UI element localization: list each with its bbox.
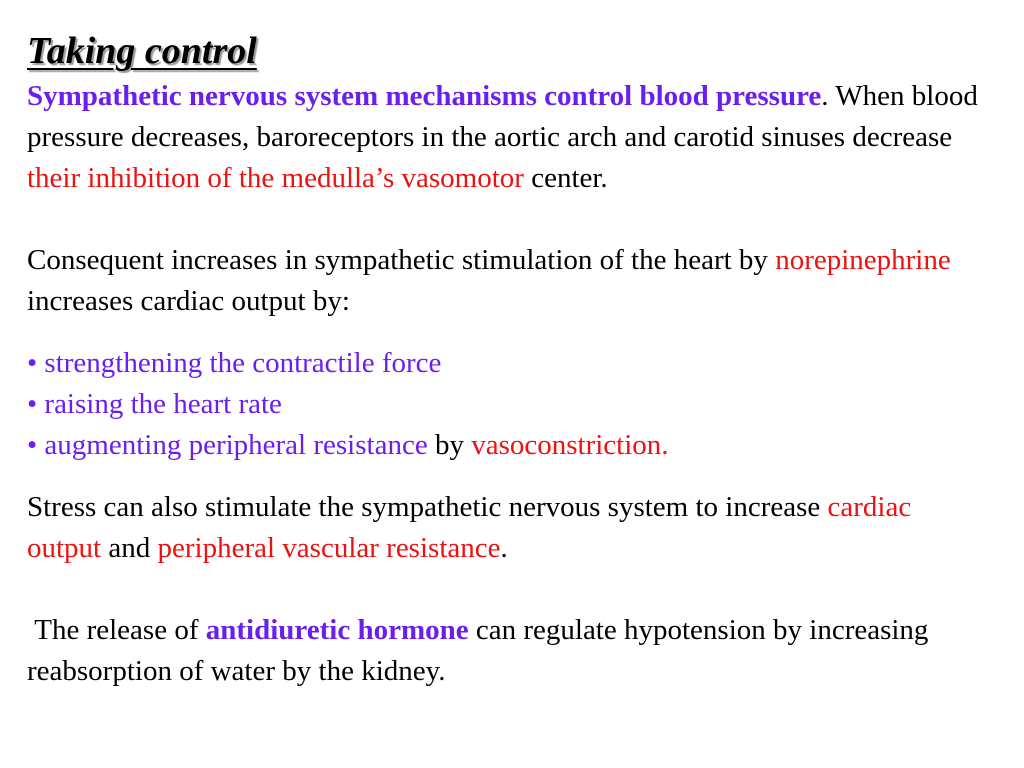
adh-term: antidiuretic hormone <box>205 614 469 646</box>
spacer <box>27 199 987 240</box>
bullet-icon: • <box>27 429 38 461</box>
stress-end: . <box>500 532 508 564</box>
intro-text: When blood pressure decreases, baroreceptors in the aortic arch and carotid sinuses decrease <box>27 80 978 153</box>
intro-highlight: Sympathetic nervous system mechanisms control blood pressure <box>27 80 822 112</box>
bullet-connector: by <box>427 429 472 461</box>
bullet-text: strengthening the contractile force <box>44 347 442 379</box>
bullet-item <box>27 384 987 425</box>
consequent-paragraph <box>27 240 987 322</box>
intro-red-text: their inhibition of the medulla’s vasomotor <box>27 162 524 194</box>
norepinephrine-term: norepinephrine <box>775 244 951 276</box>
slide-title: Taking control <box>27 30 257 72</box>
adh-text-end: can regulate hypotension by increasing reabsorption of water by the kidney. <box>27 614 929 687</box>
vasoconstriction-term: vasoconstriction. <box>471 429 669 461</box>
bullet-item <box>27 425 987 466</box>
peripheral-resistance-term: peripheral vascular resistance <box>157 532 501 564</box>
adh-text: The release of <box>27 614 206 646</box>
stress-connector: and <box>101 532 158 564</box>
consequent-text: Consequent increases in sympathetic stimulation of the heart by <box>27 244 776 276</box>
cardiac-output-term: cardiac output <box>27 491 912 564</box>
bullet-list <box>27 343 987 466</box>
intro-text-end: center. <box>523 162 608 194</box>
spacer <box>27 569 987 610</box>
slide-content <box>27 28 987 692</box>
stress-text: Stress can also stimulate the sympathetic nervous system to increase <box>27 491 828 523</box>
bullet-text: augmenting peripheral resistance <box>44 429 428 461</box>
bullet-item <box>27 343 987 384</box>
adh-paragraph <box>27 610 987 692</box>
bullet-text: raising the heart rate <box>44 388 282 420</box>
consequent-text-end: increases cardiac output by: <box>27 285 350 317</box>
spacer <box>27 322 987 343</box>
bullet-icon: • <box>27 388 38 420</box>
bullet-icon: • <box>27 347 38 379</box>
intro-highlight-end: . <box>821 80 829 112</box>
stress-paragraph <box>27 487 987 569</box>
spacer <box>27 466 987 487</box>
intro-paragraph <box>27 76 987 199</box>
